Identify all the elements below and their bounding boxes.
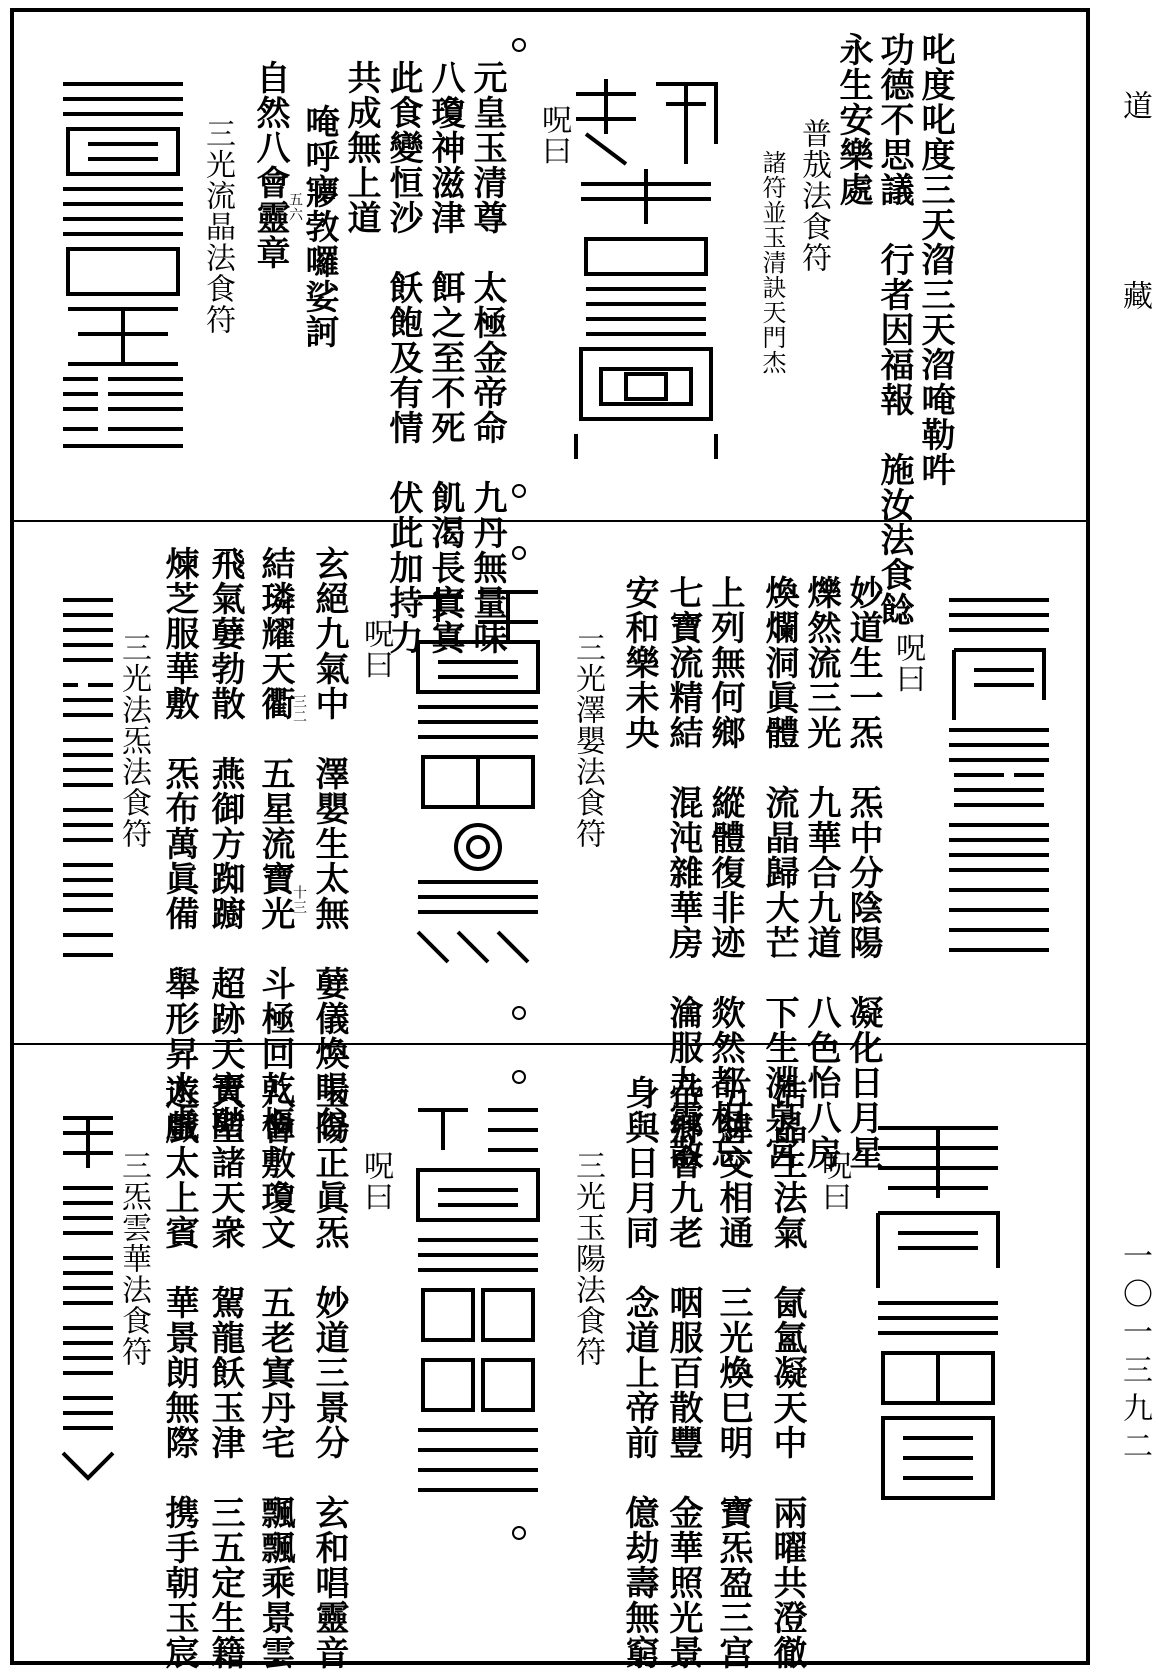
- p1-verse-3: 此食變恒沙 飫飽及有情 伏此加持力: [383, 60, 423, 655]
- p2-verse-b-2: 結璘耀天衢 五星流寶光 斗極回乾樞: [255, 546, 295, 1141]
- p2-zhou-b: 呪曰: [358, 618, 393, 680]
- p2-verse-a-2: 爍然流三光 九華合九道 八色怡八房: [801, 575, 841, 1170]
- p2-talisman-seal-left: [58, 590, 118, 970]
- p3-talisman-seal-center: [408, 1100, 548, 1500]
- p3-circle-bottom: [512, 1526, 526, 1540]
- p3-verse-a-2: 五緯交相通 三光煥巳明 寶炁盈三宫: [713, 1075, 753, 1670]
- p1-verse-4: 共成無上道: [341, 60, 381, 235]
- p1-col-5: 諸符並玉清訣天門杰: [758, 150, 786, 375]
- margin-title-top: 道: [1117, 90, 1152, 140]
- p2-verse-b-3: 飛氣㜸勃散 燕御方踟躕 超跡天寶階: [205, 546, 245, 1141]
- p2-verse-a-3: 煥爛洞眞體 流晶歸大芒 下生淵泉宫: [759, 575, 799, 1170]
- p3-verse-a-4: 身與日月同 念道上帝前 億劫壽無窮: [619, 1075, 659, 1670]
- p1-col-2: 功德不思議 行者因福報 施汝法食䭃: [874, 32, 914, 627]
- p3-verse-a-3: 帝鄉會九老 咽服百散豐 金華照光景: [663, 1075, 703, 1670]
- p1-sub: 自然八會靈章: [250, 60, 290, 270]
- panel-divider-top: [14, 520, 1086, 522]
- p3-verse-a-1: 浩晶生法氣 氤氳凝天中 兩曜共澄徹: [767, 1075, 807, 1670]
- margin-title-bottom: 藏: [1117, 280, 1152, 330]
- p3-verse-b-2: 八會敷瓊文 五老寘丹宅 飄飄乘景雲: [255, 1075, 295, 1670]
- p1-verse-5: 唵呼㝱㪍囉娑訶: [299, 104, 339, 349]
- p2-verse-a-4: 上列無何鄉 縱體復非迹 欻然都相忘: [705, 575, 745, 1170]
- p2-circle-top: [512, 546, 526, 560]
- p2-talisman-seal-center: [408, 582, 548, 972]
- p2-zhou-a: 呪曰: [890, 632, 925, 694]
- p2-verse-a-1: 妙道生一炁 炁中分陰陽 凝化日月星: [843, 575, 883, 1170]
- p1-label: 三光流晶法食符: [200, 118, 235, 335]
- p1-verse-1: 元皇玉清尊 太極金帝命 九丹無量味: [467, 60, 507, 655]
- p1-col-3: 永生安樂處: [833, 32, 873, 207]
- p2-note-b: 十三: [291, 885, 307, 915]
- page-number: 一〇一三九二: [1117, 1240, 1152, 1468]
- p2-verse-a-5: 七寶流精結 混沌雜華房 㵸服九霞散: [663, 575, 703, 1170]
- p3-zhou-b: 呪曰: [358, 1150, 393, 1212]
- p3-label-a: 三光玉陽法食符: [570, 1150, 605, 1367]
- p1-col-1: 叱度叱度三天㳷三天㳷唵勒吽: [915, 32, 955, 487]
- p3-verse-b-1: 玉陽正眞炁 妙道三景分 玄和唱靈音: [309, 1075, 349, 1670]
- p2-note-a: 三二: [291, 694, 307, 724]
- p1-talisman-seal: [566, 74, 726, 464]
- p2-talisman-seal-right: [944, 590, 1054, 970]
- p1-note: 五六: [287, 192, 303, 222]
- p2-verse-b-1: 玄絕九氣中 澤嬰生太無 㜸儀煥暘谷: [309, 546, 349, 1141]
- p2-label-b: 三光法炁法食符: [116, 632, 151, 849]
- p2-verse-a-6: 安和樂未央: [619, 575, 659, 750]
- p1-verse-2: 八瓊神滋津 餌之至不死 飢渴長寘寘: [425, 60, 465, 655]
- p1-col-4: 普㦲法食符: [796, 118, 831, 273]
- p3-circle-top: [512, 1070, 526, 1084]
- p1-circle-bottom: [512, 484, 526, 498]
- p1-zhou: 呪曰: [536, 104, 571, 166]
- p3-label-b: 三炁雲華法食符: [116, 1150, 151, 1367]
- p2-label-a: 三光澤嬰法食符: [570, 632, 605, 849]
- p2-verse-b-4: 煉芝服華敷 炁布萬眞備 舉形昇太虛: [159, 546, 199, 1141]
- p2-circle-bottom: [512, 1006, 526, 1020]
- p3-verse-b-3: 大聖諸天衆 駕龍飫玉津 三五定生籍: [205, 1075, 245, 1670]
- p3-talisman-seal-left: [58, 1108, 118, 1498]
- p3-talisman-seal-right: [868, 1118, 1008, 1508]
- p1-circle-top: [512, 38, 526, 52]
- p3-zhou-a: 呪曰: [816, 1150, 851, 1212]
- p3-verse-b-4: 遊戲太上賓 華景朗無際 携手朝玉宸: [159, 1075, 199, 1670]
- p1-talisman-seal-left: [58, 74, 188, 454]
